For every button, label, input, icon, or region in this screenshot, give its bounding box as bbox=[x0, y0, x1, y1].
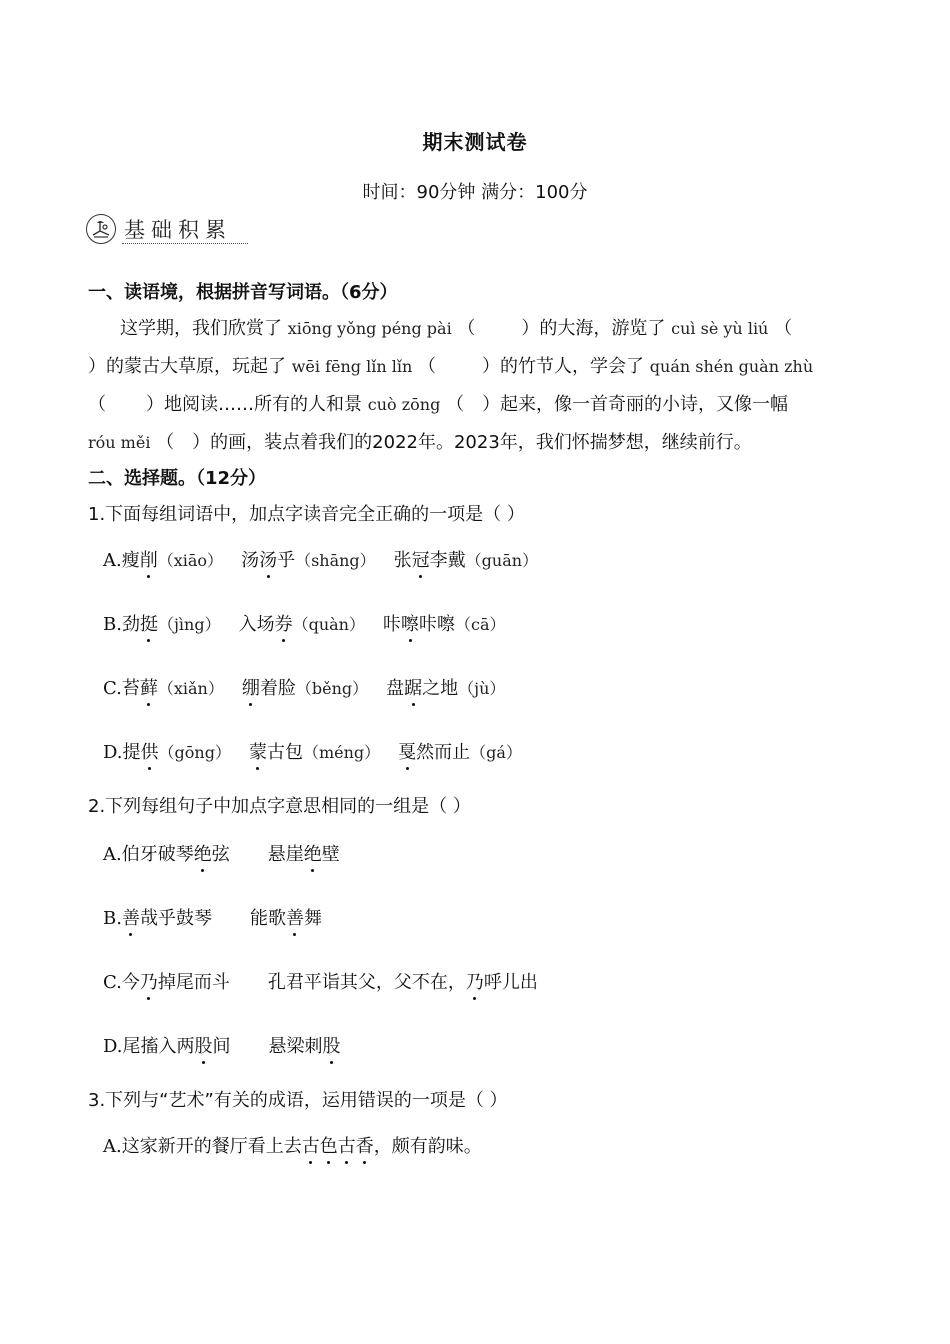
dotted-char: 古 bbox=[338, 1132, 356, 1158]
char: 琴 bbox=[175, 844, 194, 865]
pinyin: （guān） bbox=[465, 551, 539, 570]
pinyin: （jù） bbox=[458, 679, 506, 698]
char: 伯 bbox=[121, 844, 140, 865]
char: 今 bbox=[121, 972, 140, 993]
char: 乎 bbox=[157, 908, 176, 929]
pinyin: quán shén guàn zhù bbox=[649, 357, 814, 376]
char: 嚓 bbox=[437, 614, 455, 635]
char: 其 bbox=[339, 972, 358, 993]
pinyin: （gōng） bbox=[158, 743, 231, 762]
char: 开 bbox=[175, 1136, 194, 1157]
char: 李 bbox=[429, 550, 448, 571]
char: 出 bbox=[519, 972, 538, 993]
book-lamp-icon bbox=[86, 214, 116, 244]
pinyin: （cā） bbox=[455, 615, 506, 634]
char: 崖 bbox=[285, 844, 304, 865]
option-row[interactable] bbox=[103, 546, 538, 572]
char: 不 bbox=[411, 972, 430, 993]
option-letter: A. bbox=[103, 844, 122, 865]
pinyin: xiōng yǒng péng pài bbox=[287, 319, 452, 338]
pinyin: cuì sè yù liú bbox=[671, 319, 769, 338]
char: 苔 bbox=[121, 678, 140, 699]
section2-heading: 二、选择题。（12分） bbox=[88, 468, 267, 489]
dotted-char: 汤 bbox=[259, 546, 277, 572]
char: 刺 bbox=[304, 1036, 323, 1057]
char: 咔 bbox=[419, 614, 437, 635]
char: 古 bbox=[266, 742, 285, 763]
pinyin: （běng） bbox=[295, 679, 369, 698]
pinyin: cuò zōng bbox=[367, 395, 441, 414]
option-letter: D. bbox=[103, 1036, 123, 1057]
char: 有 bbox=[409, 1136, 428, 1157]
dotted-char: 绷 bbox=[242, 674, 260, 700]
char: 琴 bbox=[193, 908, 212, 929]
option-row[interactable] bbox=[103, 840, 340, 866]
char: 斗 bbox=[211, 972, 230, 993]
dotted-char: 乃 bbox=[140, 968, 158, 994]
dotted-char: 券 bbox=[275, 610, 293, 636]
char: 平 bbox=[303, 972, 322, 993]
text: 这学期，我们欣赏了 bbox=[120, 318, 282, 339]
char: 脸 bbox=[277, 678, 296, 699]
option-row[interactable] bbox=[103, 968, 538, 994]
text: ）起来，像一首奇丽的小诗，又像一幅 bbox=[482, 394, 789, 415]
char: 在 bbox=[429, 972, 448, 993]
char: 。 bbox=[463, 1136, 482, 1157]
dotted-char: 绝 bbox=[304, 840, 322, 866]
char: 舞 bbox=[303, 908, 322, 929]
char: 尾 bbox=[122, 1036, 141, 1057]
pinyin: （xiǎn） bbox=[157, 679, 224, 698]
char: 餐 bbox=[211, 1136, 230, 1157]
char: 哉 bbox=[139, 908, 158, 929]
char: ， bbox=[447, 972, 466, 993]
option-letter: B. bbox=[103, 908, 122, 929]
option-letter: A. bbox=[103, 550, 122, 571]
pinyin: wēi fēng lǐn lǐn bbox=[291, 357, 413, 376]
char: 家 bbox=[139, 1136, 158, 1157]
char: 上 bbox=[265, 1136, 284, 1157]
char: 掉 bbox=[157, 972, 176, 993]
dotted-char: 踞 bbox=[404, 674, 422, 700]
char: 劲 bbox=[121, 614, 140, 635]
char: 入 bbox=[238, 614, 257, 635]
char: 戴 bbox=[447, 550, 466, 571]
char: 破 bbox=[157, 844, 176, 865]
option-letter: C. bbox=[103, 678, 122, 699]
char: 瘦 bbox=[121, 550, 140, 571]
char: 弦 bbox=[211, 844, 230, 865]
char: 新 bbox=[157, 1136, 176, 1157]
char: 悬 bbox=[267, 844, 286, 865]
pinyin: （gá） bbox=[470, 743, 522, 762]
dotted-char: 善 bbox=[286, 904, 304, 930]
text: ）地阅读……所有的人和景 bbox=[146, 394, 362, 415]
option-letter: C. bbox=[103, 972, 122, 993]
dotted-char: 股 bbox=[323, 1032, 341, 1058]
char: 鼓 bbox=[175, 908, 194, 929]
banner-underline bbox=[122, 243, 248, 244]
option-row[interactable] bbox=[103, 904, 322, 930]
question-2-stem: 2.下列每组句子中加点字意思相同的一组是（ ） bbox=[88, 796, 471, 817]
char: 梁 bbox=[286, 1036, 305, 1057]
banner-label: 基础积累 bbox=[124, 218, 232, 242]
char: 味 bbox=[445, 1136, 464, 1157]
char: 乎 bbox=[277, 550, 296, 571]
dotted-char: 乃 bbox=[466, 968, 484, 994]
char: 入 bbox=[158, 1036, 177, 1057]
dotted-char: 绝 bbox=[194, 840, 212, 866]
char: 这 bbox=[121, 1136, 140, 1157]
char: 悬 bbox=[268, 1036, 287, 1057]
dotted-char: 藓 bbox=[140, 674, 158, 700]
fill-line-2: ）的蒙古大草原，玩起了 wēi fēng lǐn lǐn （ ）的竹节人，学会了 quán shén guàn zhù bbox=[88, 356, 814, 377]
char: 去 bbox=[283, 1136, 302, 1157]
char: 韵 bbox=[427, 1136, 446, 1157]
dotted-char: 色 bbox=[320, 1132, 338, 1158]
dotted-char: 冠 bbox=[412, 546, 430, 572]
char: 然 bbox=[416, 742, 435, 763]
dotted-char: 供 bbox=[141, 738, 159, 764]
option-row[interactable] bbox=[103, 1132, 482, 1158]
section1-heading: 一、读语境，根据拼音写词语。（6分） bbox=[88, 282, 398, 303]
char: 咔 bbox=[383, 614, 401, 635]
char: 搐 bbox=[140, 1036, 159, 1057]
question-1-stem: 1.下面每组词语中，加点字读音完全正确的一项是（ ） bbox=[88, 504, 525, 525]
char: 君 bbox=[285, 972, 304, 993]
fill-line-1: 这学期，我们欣赏了 xiōng yǒng péng pài （ ）的大海，游览了 cuì sè yù liú （ bbox=[120, 318, 793, 339]
char: 而 bbox=[193, 972, 212, 993]
char: 牙 bbox=[139, 844, 158, 865]
char: 包 bbox=[284, 742, 303, 763]
char: 两 bbox=[176, 1036, 195, 1057]
pinyin: róu měi bbox=[88, 433, 151, 452]
char: 止 bbox=[452, 742, 471, 763]
dotted-char: 善 bbox=[122, 904, 140, 930]
dotted-char: 股 bbox=[195, 1032, 213, 1058]
char: 儿 bbox=[501, 972, 520, 993]
char: 壁 bbox=[321, 844, 340, 865]
exam-info: 时间：90分钟 满分：100分 bbox=[362, 182, 588, 203]
option-letter: B. bbox=[103, 614, 122, 635]
dotted-char: 嚓 bbox=[401, 610, 419, 636]
char: 提 bbox=[122, 742, 141, 763]
pinyin: （quàn） bbox=[292, 615, 365, 634]
char: 的 bbox=[193, 1136, 212, 1157]
fill-line-3: （ ）地阅读……所有的人和景 cuò zōng （ ）起来，像一首奇丽的小诗，又像一幅 bbox=[88, 394, 789, 415]
text: ）的竹节人，学会了 bbox=[482, 356, 645, 377]
char: 张 bbox=[393, 550, 412, 571]
char: 着 bbox=[259, 678, 278, 699]
char: 间 bbox=[212, 1036, 231, 1057]
option-row[interactable] bbox=[103, 674, 505, 700]
dotted-char: 挺 bbox=[140, 610, 158, 636]
fill-line-4: róu měi （ ）的画，装点着我们的2022年。2023年，我们怀揣梦想，继续前行。 bbox=[88, 432, 752, 453]
char: 场 bbox=[256, 614, 275, 635]
dotted-char: 削 bbox=[140, 546, 158, 572]
char: 看 bbox=[247, 1136, 266, 1157]
page-title: 期末测试卷 bbox=[422, 130, 528, 154]
pinyin: （shāng） bbox=[295, 551, 376, 570]
char: 尾 bbox=[175, 972, 194, 993]
text: ）的大海，游览了 bbox=[521, 318, 666, 339]
option-letter: D. bbox=[103, 742, 123, 763]
char: 盘 bbox=[386, 678, 405, 699]
section-banner bbox=[86, 212, 256, 248]
question-3-stem: 3.下列与“艺术”有关的成语，运用错误的一项是（ ） bbox=[88, 1090, 508, 1111]
option-row[interactable] bbox=[103, 738, 522, 764]
dotted-char: 香 bbox=[356, 1132, 374, 1158]
option-letter: A. bbox=[103, 1136, 122, 1157]
option-row[interactable] bbox=[103, 1032, 341, 1058]
char: 孔 bbox=[267, 972, 286, 993]
dotted-char: 蒙 bbox=[249, 738, 267, 764]
char: 歌 bbox=[267, 908, 286, 929]
text: ）的蒙古大草原，玩起了 bbox=[88, 356, 286, 377]
char: 父 bbox=[357, 972, 376, 993]
char: 父 bbox=[393, 972, 412, 993]
char: 诣 bbox=[321, 972, 340, 993]
char: 之 bbox=[422, 678, 441, 699]
char: 能 bbox=[249, 908, 268, 929]
char: 汤 bbox=[241, 550, 260, 571]
pinyin: （jìng） bbox=[157, 615, 221, 634]
pinyin: （xiāo） bbox=[157, 551, 224, 570]
option-row[interactable] bbox=[103, 610, 506, 636]
char: ， bbox=[375, 972, 394, 993]
char: 呼 bbox=[483, 972, 502, 993]
dotted-char: 戛 bbox=[398, 738, 416, 764]
char: 地 bbox=[440, 678, 459, 699]
char: 颇 bbox=[391, 1136, 410, 1157]
char: ， bbox=[373, 1136, 392, 1157]
char: 厅 bbox=[229, 1136, 248, 1157]
text: ）的画，装点着我们的2022年。2023年，我们怀揣梦想，继续前行。 bbox=[192, 432, 752, 453]
dotted-char: 古 bbox=[302, 1132, 320, 1158]
char: 而 bbox=[434, 742, 453, 763]
pinyin: （méng） bbox=[302, 743, 381, 762]
